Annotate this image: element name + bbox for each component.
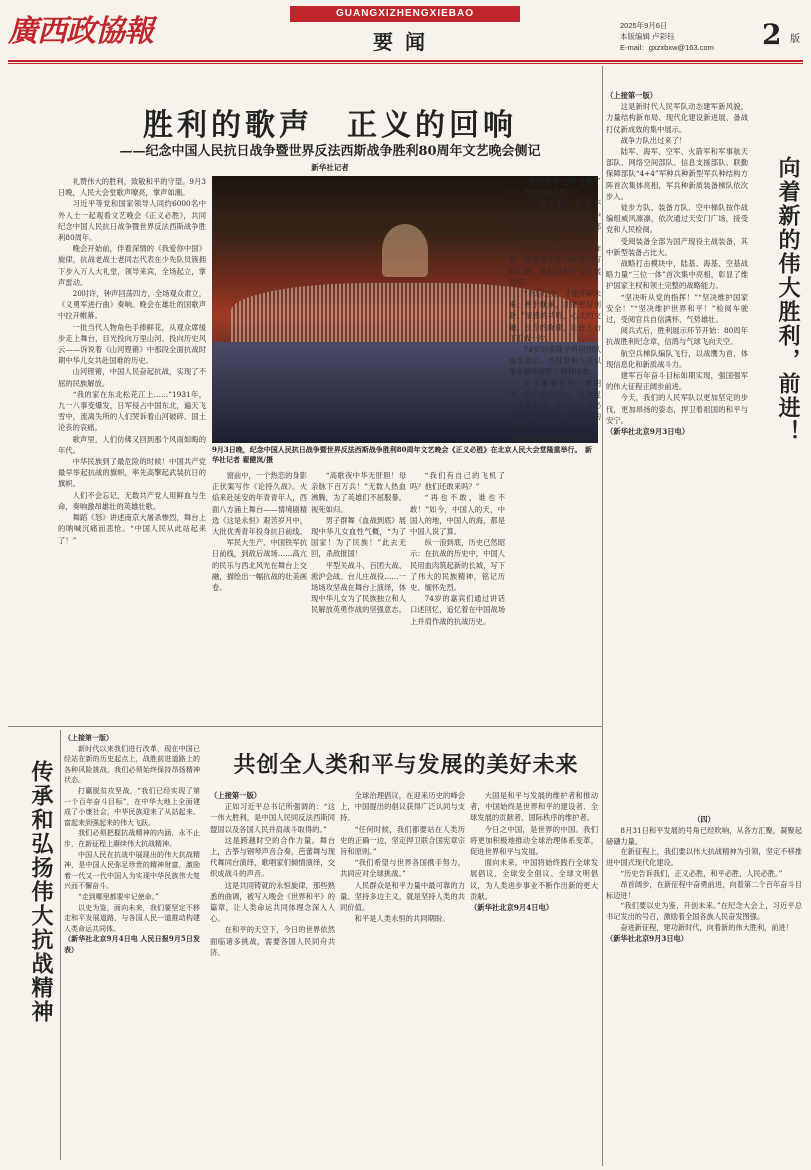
paragraph: 建军百年奋斗目标如期实现，强国强军的伟大征程正阔步前进。 bbox=[606, 371, 748, 392]
paragraph: 阅兵式后，胜利展示环节开始：80周年抗战胜利纪念章，信鸽与气球飞向天空。 bbox=[606, 326, 748, 347]
article-signature: （新华社北京9月3日电） bbox=[606, 933, 688, 943]
paragraph: 航空兵梯队编队飞行，以战鹰为首，体现信息化和新质战斗力。 bbox=[606, 348, 748, 369]
paragraph: 中华民族到了最危险的时候！中国共产党最早举起抗战的旗帜，率先高擎起武装抗日的旗帜。 bbox=[58, 457, 206, 489]
third-article-column-3 bbox=[470, 790, 598, 1162]
third-article-column-1 bbox=[210, 790, 335, 1162]
continued-label: （上接第一版） bbox=[210, 791, 262, 800]
paragraph: 人民群众是和平力量中最可靠的力量。坚持多边主义，就是坚持人类的共同价值。 bbox=[340, 880, 465, 913]
paragraph: 74岁的袁隆平科研团队成员表示，当时党和人民以革命精神战胜了种种困难。 bbox=[509, 345, 601, 377]
paragraph: 和平是人类永恒的共同期盼。 bbox=[354, 914, 450, 924]
page-unit: 版 bbox=[790, 34, 800, 45]
paragraph: 我们必须把握抗战精神的内涵，永不止步，在新征程上赓续伟大抗战精神。 bbox=[64, 829, 200, 848]
paragraph: 人们不会忘记，无数共产党人用鲜血与生命，奏响激昂雄壮的英雄壮歌。 bbox=[58, 490, 206, 511]
paragraph: 在和平的天空下，今日的世界依然面临诸多挑战，需要各国人民同舟共济。 bbox=[210, 925, 335, 957]
article-signature: （新华社北京9月4日电） bbox=[509, 434, 593, 444]
paragraph: 中国人民在抗战中展现出的伟大抗战精神，是中国人民弥足珍贵的精神财富，激励着一代又一代中国人为实现中华民族伟大复兴而不懈奋斗。 bbox=[64, 850, 200, 891]
paragraph: 大国是和平与发展的维护者和推动者，中国始终是世界和平的建设者、全球发展的贡献者、国际秩序的维护者。 bbox=[470, 791, 598, 823]
side-vertical-title: 向着新的伟大胜利，前进！ bbox=[775, 156, 801, 444]
article-signature: （新华社北京9月3日电） bbox=[606, 427, 690, 437]
paragraph: “走到哪里都要牢记使命。” bbox=[78, 892, 159, 901]
paragraph: 以史为鉴，面向未来，我们要坚定不移走和平发展道路，与各国人民一道推动构建人类命运共同体。 bbox=[64, 903, 200, 933]
paragraph: “坚决听从党的指挥！”“坚决维护国家安全！”“坚决维护世界和平！”检阅车驶过，受阅官兵自信满怀、气势雄壮。 bbox=[606, 292, 748, 325]
lead-article-byline: 新华社记者 bbox=[311, 163, 349, 172]
paragraph: 歌声里，人们仿佛又回到那个风雨如晦的年代。 bbox=[58, 434, 206, 455]
paragraph: 全球治理倡议，在迎来历史的峰会上，中国提出的倡议获得广泛认同与支持。 bbox=[340, 791, 465, 823]
lead-article-subtitle: ——纪念中国人民抗日战争暨世界反法西斯战争胜利80周年文艺晚会侧记 bbox=[119, 144, 541, 159]
paragraph: “高歌夜中华无肝胆！母亲脉下百万兵！”无数人热血沸腾，为了英雄们不屈服暴，视死如归。 bbox=[311, 471, 406, 514]
lead-column-a bbox=[58, 176, 206, 716]
paragraph: 今天，我们的人民军队以更加坚定的步伐，更加昂扬的姿态，捍卫着祖国的和平与安宁。 bbox=[606, 393, 748, 425]
issue-editor: 本版编辑 卢彩钰 bbox=[620, 32, 675, 41]
third-article-column-2 bbox=[340, 790, 465, 1162]
paragraph: 20时许，钟声回荡四方，全场观众肃立，《义勇军进行曲》奏响。晚会在雄壮的国歌声中拉开帷幕。 bbox=[58, 289, 206, 321]
right-lower-column bbox=[606, 815, 802, 1165]
paragraph: 奋进新征程，建功新时代，向着新的伟大胜利，前进！ bbox=[620, 922, 793, 932]
article-signature: （新华社北京9月4日电 人民日报9月5日发表） bbox=[64, 934, 200, 954]
paragraph: 面向未来，中国将始终践行全球发展倡议、全球安全倡议、全球文明倡议，为人类进步事业不断作出新的更大贡献。 bbox=[470, 858, 598, 901]
continued-label: （上接第一版） bbox=[606, 91, 658, 100]
second-article-title: 传承和弘扬伟大抗战精神 bbox=[28, 760, 54, 1024]
paragraph: 74岁的嘉宾们通过讲话口述回忆，追忆着在中国战场上并肩作战的抗战历史。 bbox=[410, 594, 505, 626]
paragraph: 8月31日和平发展的号角已经吹响，从各方汇聚，凝聚起磅礴力量。 bbox=[606, 825, 802, 846]
lead-column-c bbox=[311, 470, 406, 720]
section-divider bbox=[8, 726, 602, 727]
paragraph: 正义事业长存，黎明中，我们铭记历史，民族复兴步履不停，和平与发展必将在世界各地开出更绚丽的花朵。 bbox=[509, 378, 601, 433]
page-number: 2 bbox=[762, 18, 782, 51]
masthead-rule-thin bbox=[8, 63, 803, 64]
continued-label: （上接第一版） bbox=[64, 733, 113, 742]
paragraph: 舞蹈《怒》讲述南京大屠杀惨烈，舞台上的呐喊沉痛而悲怆。“中国人民从此站起来了！” bbox=[58, 513, 206, 545]
paragraph: 昂首阔步，在新征程中奋勇前进，向着第二个百年奋斗目标迈进！ bbox=[606, 879, 802, 900]
paragraph: 这是共同铸就的永恒旋律，那些熟悉的曲调，被写入晚会《世界和平》的篇章，让人类命运共同体理念深入人心。 bbox=[210, 880, 335, 924]
paragraph: 正如习近平总书记所强调的：“这一伟大胜利，是中国人民同反法西斯同盟国以及各国人民并肩战斗取得的。” bbox=[210, 802, 335, 834]
paragraph: 一批当代人物角色手捧鲜花，从观众席缓步走上舞台，目光投向万里山河、投向历史风云——诉说着《山河铿锵》中那段全面抗战时期中华儿女共赴国难的历史。 bbox=[58, 322, 206, 366]
subsection-number: （四） bbox=[693, 815, 715, 824]
paragraph: 窗前中，一个热恋的身影正伏案写作《论持久战》。火焰来赴延安的年青青年人，西面八方涌上舞台——情境剧精选《这是永恒》艰苦岁月中，大批优秀青年投身抗日前线。 bbox=[212, 471, 307, 537]
paragraph: “再也不敢，谁也不敢！”如今，中国人的天，中国人的地，中国人的海，都是中国人说了算。 bbox=[410, 493, 505, 537]
column-divider bbox=[60, 730, 61, 1160]
issue-email: E-mail：gxzxbxw@163.com bbox=[620, 43, 714, 52]
paragraph: “历史告诉我们，正义必胜，和平必胜，人民必胜。” bbox=[620, 868, 783, 878]
paragraph: 徒步方队、装备方队、空中梯队按作战编组威风凛凛，依次通过天安门广场，接受党和人民检阅。 bbox=[606, 203, 748, 235]
paragraph: “我们要以史为鉴，开创未来。”在纪念大会上，习近平总书记发出的号召，激励着全国各族人民奋发图强。 bbox=[606, 901, 802, 922]
article-signature: （新华社北京9月4日电） bbox=[470, 903, 554, 913]
section-name: 要闻 bbox=[373, 30, 437, 54]
masthead-rule bbox=[8, 60, 803, 62]
lead-column-d bbox=[410, 470, 505, 720]
paragraph: 礼赞伟大的胜利，致敬和平的守望。9月3日晚，人民大会堂歌声嘹亮，掌声如潮。 bbox=[58, 177, 206, 198]
paragraph: 平型关战斗、百团大战、淞沪会战、台儿庄战役……一场场攻坚战在舞台上演绎，体现中华儿女为了民族独立和人民解放英勇作战的坚强意志。 bbox=[311, 560, 406, 615]
paragraph: 打赢脱贫攻坚战，“我们已经实现了第一个百年奋斗目标”，在中华大地上全面建成了小康社会，中华民族迎来了从站起来、富起来到强起来的伟大飞跃。 bbox=[64, 786, 200, 827]
newspaper-pinyin-banner: GUANGXIZHENGXIEBAO bbox=[290, 6, 520, 22]
paragraph: 战略打击模块中，陆基、海基、空基战略力量“三位一体”首次集中亮相，彰显了维护国家主权和领土完整的战略能力。 bbox=[606, 259, 748, 291]
paragraph: “不忘历史，才能开辟未来；善于继承，才能更好创新。”情感的共鸣，心灵的交融，总令的旋律，让台上台下汇成一片。 bbox=[509, 289, 601, 343]
paragraph: 纵一浪到底，历史已然昭示：在抗战的历史中，中国人民用血肉筑起新的长城，写下了伟大的民族精神，铭记历史、缅怀先烈。 bbox=[410, 538, 505, 593]
paragraph: 这是跨越时空的合作力量。舞台上，古筝与钢琴声音合奏，芭蕾舞与现代舞同台演绎，歌唱家们倾情演绎，交织成战斗的声音。 bbox=[210, 835, 335, 879]
lead-article-title: 胜利的歌声 正义的回响 bbox=[143, 108, 517, 143]
column-divider bbox=[602, 66, 603, 1166]
paragraph: 受阅装备全部为国产现役主战装备，其中新型装备占比大。 bbox=[606, 236, 748, 257]
second-article-body bbox=[64, 733, 200, 1163]
paragraph: 战争力队出过来了！ bbox=[620, 135, 687, 145]
paragraph: 在新征程上，我们要以伟大抗战精神为引领，坚定不移推进中国式现代化建设。 bbox=[606, 847, 802, 868]
paragraph: “再也不敢，谁也不敢！”如今，中国人的天，中国人的地，中国人的海，都是中国人说了算。 bbox=[509, 199, 601, 243]
stage-sculpture bbox=[382, 224, 428, 277]
paragraph: 晚会开始前，伴着深情的《我爱你中国》旋律，抗战老战士老同志代表在少先队员簇拥下步入万人大礼堂，领导来宾，全场起立，掌声雷动。 bbox=[58, 244, 206, 287]
right-column-article bbox=[606, 90, 748, 810]
paragraph: 今日之中国，是世界的中国。我们将更加积极地推动全球治理体系变革，促进世界和平与发展。 bbox=[470, 824, 598, 857]
paragraph: 男子群舞《血战到底》展现中华儿女血性气概，“为了国家！为了民族！”此去无回，杀敌报国！ bbox=[311, 515, 406, 559]
paragraph: 山河铿锵，中国人民奋起抗战，实现了不屈的民族解放。 bbox=[58, 367, 206, 388]
paragraph: 同一时刻，历史已然作答：先辈以生命与鲜血书写的心愿，我们以和平与发展回应。 bbox=[509, 244, 601, 287]
paragraph: 军民大生产、中国铁军抗日前线，到敌后战场……高亢的民乐与西北风光在舞台上交融，描绘出一幅抗战的壮美画卷。 bbox=[212, 538, 307, 593]
lead-column-e bbox=[509, 176, 601, 716]
paragraph: “我们希望与世界各国携手努力，共同应对全球挑战。” bbox=[340, 858, 465, 879]
paragraph: “任何时候，我们都要站在人类历史的正确一边，坚定捍卫联合国宪章宗旨和原则。” bbox=[340, 824, 465, 857]
issue-info bbox=[620, 20, 760, 53]
paragraph: 习近平等党和国家领导人同约6000名中外人士一起观看文艺晚会《正义必胜》，共同纪念中国人民抗日战争暨世界反法西斯战争胜利80周年。 bbox=[58, 199, 206, 243]
paragraph: “我们有自己的飞机了吗？他们还敢来吗？” bbox=[509, 177, 601, 198]
paragraph: “我们有自己的飞机了吗？他们还敢来吗？” bbox=[410, 471, 505, 492]
issue-date: 2025年9月6日 bbox=[620, 21, 668, 30]
lead-column-b bbox=[212, 470, 307, 720]
newspaper-logo: 廣西政協報 bbox=[8, 14, 153, 49]
third-article-title: 共创全人类和平与发展的美好未来 bbox=[233, 752, 579, 778]
photo-caption: 9月3日晚，纪念中国人民抗日战争暨世界反法西斯战争胜利80周年文艺晚会《正义必胜》在北京人民大会堂隆重举行。 新华社记者 翟健岚/摄 bbox=[212, 445, 592, 464]
paragraph: 陆军、海军、空军、火箭军和军事航天部队、网络空间部队、信息支援部队、联勤保障部队“4+4”军种兵种新型军兵种结构方阵首次集体亮相，军兵种新质装备梯队依次步入。 bbox=[606, 147, 748, 201]
paragraph: 新时代以来我们进行改革，现在中国已经站在新的历史起点上，战胜前进道路上的各种风险挑战，我们必须始终保持昂扬精神状态。 bbox=[64, 744, 200, 785]
paragraph: 这是新时代人民军队动态建军新风貌，力量结构新布局、现代化建设新进展、备战打仗新成效的集中展示。 bbox=[606, 102, 748, 134]
paragraph: “我的家在东北松花江上……”1931年，九一八事变爆发，日军侵占中国东北，遍天飞雪中，流离失所的人们哭诉着山河破碎、国土沦丧的哀痛。 bbox=[58, 389, 206, 433]
